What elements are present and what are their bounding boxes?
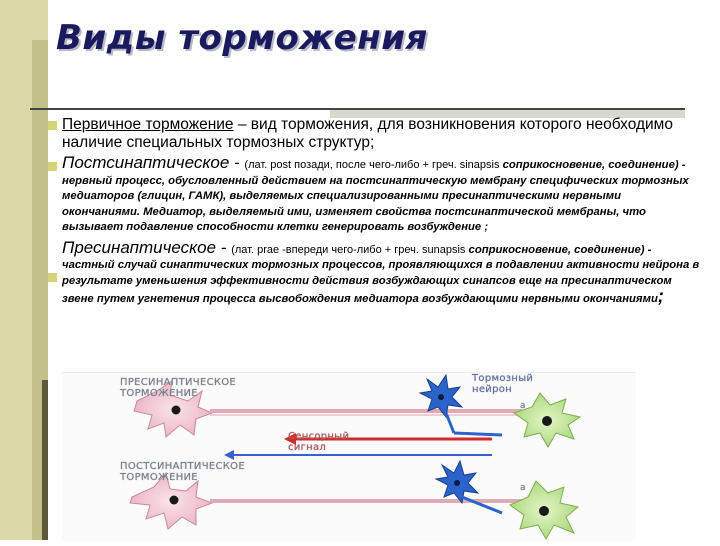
sidebar-dark-stripe [42, 380, 48, 540]
postsynaptic-etymology: (лат. post позади, после чего-либо + греч. sinapsis [244, 159, 500, 171]
label-inhibitory-line2: нейрон [472, 384, 512, 395]
label-presynaptic-line2: ТОРМОЖЕНИЕ [120, 388, 198, 399]
presynaptic-end-mark: ; [657, 286, 664, 306]
mark-a-bottom: а [520, 483, 526, 493]
paragraph-primary [62, 116, 702, 152]
bullet-marker [48, 121, 57, 130]
slide-title: Виды торможения [56, 18, 428, 58]
label-inhibitory-neuron [472, 373, 533, 395]
label-sensory-line1: Сенсорный [288, 431, 350, 442]
inhibition-diagram [62, 372, 636, 541]
blue-inhibitory-neuron-bottom [436, 461, 502, 513]
postsynaptic-heading: Постсинаптическое - [62, 153, 245, 172]
presynaptic-definition: соприкосновение, соединение) - частный случай синаптических тормозных процессов, проявляющихся в подавлении активности нейрона в результате уменьшения эффективности действия возбуждающих синапсов еще на пресинаптическом звене путем угнетения процесса высвобождения медиатора возбуждающими нервными окончаниями [62, 243, 700, 305]
label-sensory-signal [288, 431, 349, 453]
presynaptic-etymology: (лат. prae -впереди чего-либо + греч. sunapsis [231, 243, 466, 256]
paragraph-postsynaptic [62, 155, 702, 236]
blue-arrowhead [224, 450, 234, 460]
label-postsynaptic [120, 461, 245, 483]
bullet-marker [48, 162, 57, 171]
slide-body [62, 116, 702, 308]
label-presynaptic [120, 377, 236, 399]
mark-a-top: а [520, 401, 526, 411]
bullet-marker [48, 273, 57, 282]
label-postsynaptic-line2: ТОРМОЖЕНИЕ [120, 472, 198, 483]
paragraph-presynaptic [62, 237, 702, 308]
postsynaptic-definition: соприкосновение, соединение) - нервный процесс, обусловленный действием на постсинаптическую мембрану специфических тормозных медиаторов (глицин, ГАМК), выделяемых специализированными пресинаптическими нервными окончаниями. Медиатор, выделяемый ими, изменяет свойства постсинаптической мембраны, что вызывает подавление способности клетки генерировать возбуждение ; [62, 159, 689, 233]
label-inhibitory-line1: Тормозный [472, 373, 534, 384]
primary-definition: – вид торможения, для возникновения которого необходимо наличие специальных тормозных структур; [62, 116, 673, 151]
label-presynaptic-line1: ПРЕСИНАПТИЧЕСКОЕ [120, 377, 237, 388]
label-postsynaptic-line1: ПОСТСИНАПТИЧЕСКОЕ [120, 461, 245, 472]
term-primary-inhibition: Первичное торможение [62, 116, 234, 133]
presynaptic-heading: Пресинаптическое - [62, 237, 232, 257]
label-sensory-line2: сигнал [288, 442, 327, 453]
